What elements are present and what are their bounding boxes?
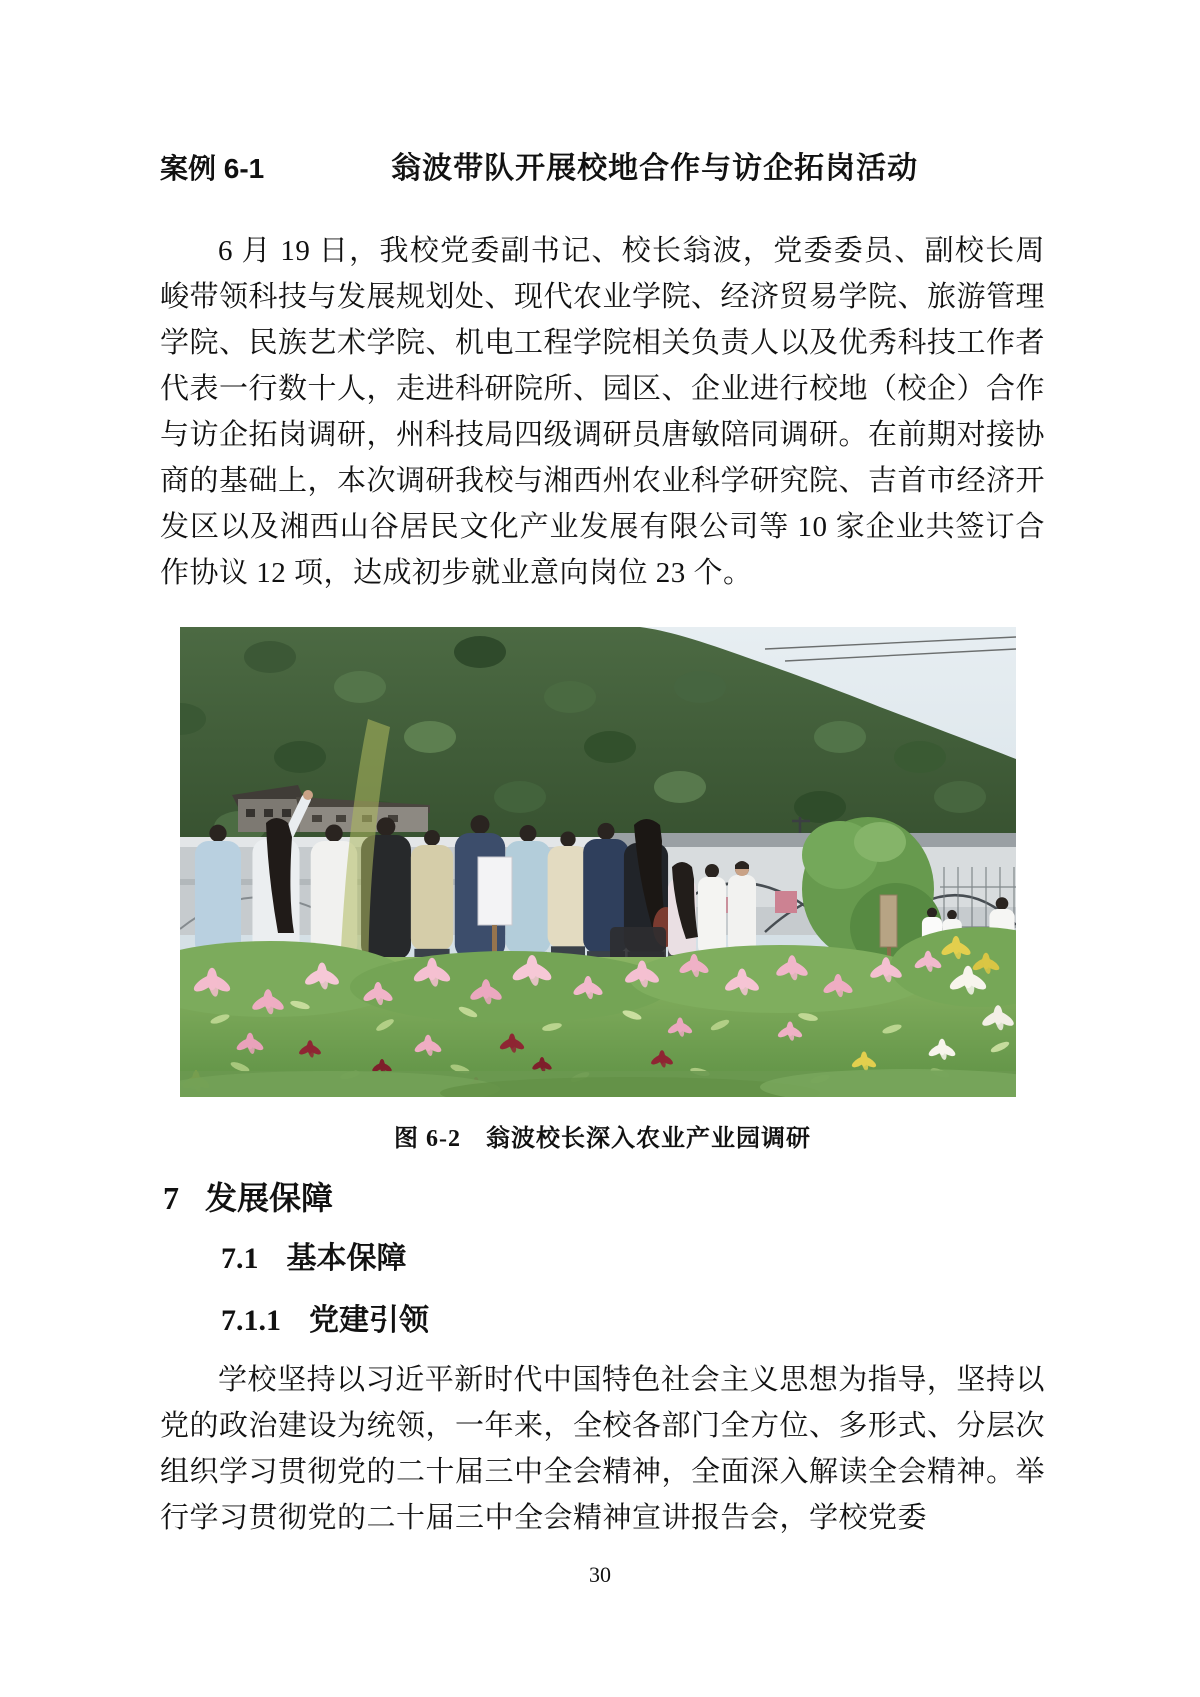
heading-section-7-1 — [221, 1233, 407, 1277]
case-title: 翁波带队开展校地合作与访企拓岗活动 — [391, 152, 919, 185]
photo-illustration — [180, 627, 1016, 1097]
page-number: 30 — [589, 1562, 611, 1587]
heading-subsection-text: 党建引领 — [309, 1304, 429, 1337]
heading-subsection-number: 7.1.1 — [221, 1304, 281, 1337]
figure-caption: 图 6-2 翁波校长深入农业产业园调研 — [394, 1126, 811, 1152]
heading-section-number: 7.1 — [221, 1242, 259, 1275]
case-label: 案例 6-1 — [160, 153, 265, 184]
case-heading-row — [160, 143, 1045, 187]
heading-subsection-7-1-1 — [221, 1295, 429, 1339]
heading-chapter-number: 7 — [163, 1180, 179, 1216]
figure-photo — [180, 627, 1016, 1097]
paragraph-case-body: 6 月 19 日，我校党委副书记、校长翁波，党委委员、副校长周峻带领科技与发展规划处、现代农业学院、经济贸易学院、旅游管理学院、民族艺术学院、机电工程学院相关负责人以及优秀科技工作者代表一行数十人，走进科研院所、园区、企业进行校地（校企）合作与访企拓岗调研，州科技局四级调研员唐敏陪同调研。在前期对接协商的基础上，本次调研我校与湘西州农业科学研究院、吉首市经济开发区以及湘西山谷居民文化产业发展有限公司等 10 家企业共签订合作协议 12 项，达成初步就业意向岗位 23 个。 — [160, 235, 1046, 589]
heading-chapter-7 — [163, 1173, 333, 1219]
heading-chapter-text: 发展保障 — [205, 1180, 334, 1216]
heading-section-text: 基本保障 — [286, 1242, 407, 1275]
paragraph-party-building: 学校坚持以习近平新时代中国特色社会主义思想为指导，坚持以党的政治建设为统领，一年来，全校各部门全方位、多形式、分层次组织学习贯彻党的二十届三中全会精神，全面深入解读全会精神。举行学习贯彻党的二十届三中全会精神宣讲报告会，学校党委 — [160, 1364, 1046, 1534]
